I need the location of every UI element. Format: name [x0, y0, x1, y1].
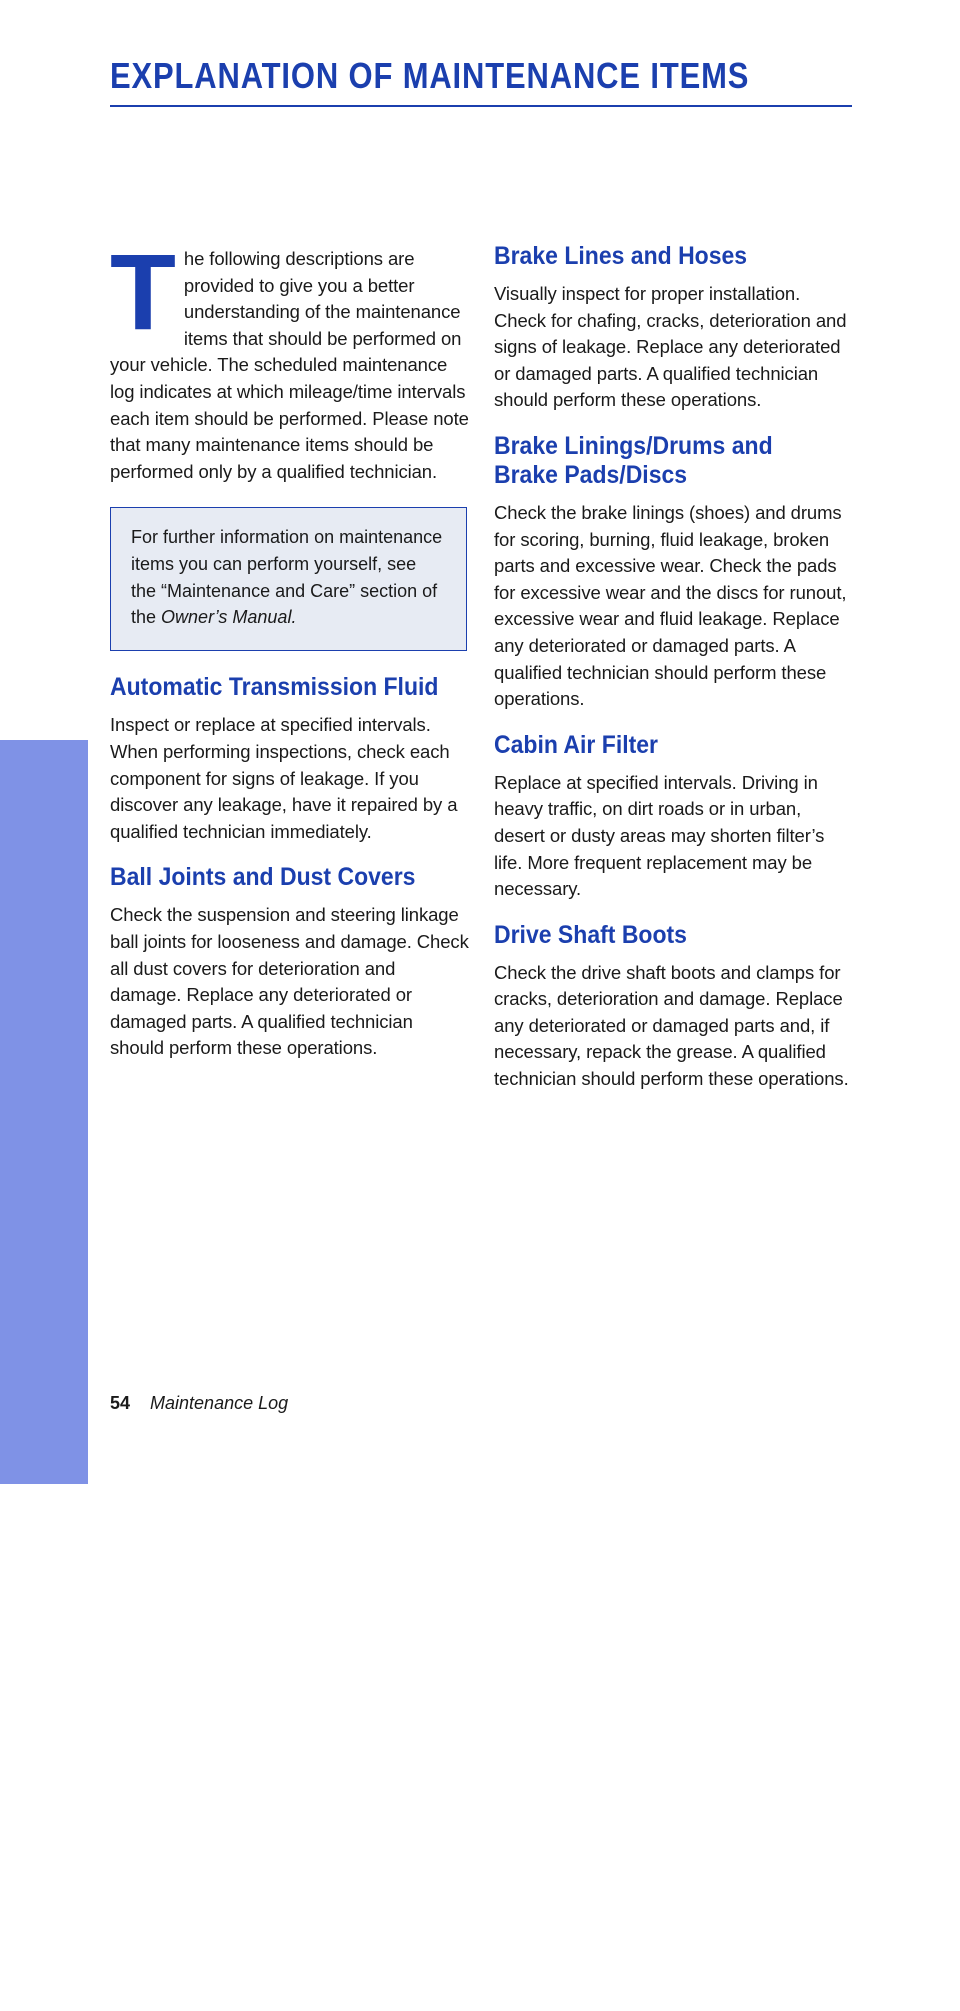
- section-body: Check the brake linings (shoes) and drums for scoring, burning, fluid leakage, broken parts and excessive wear. Check the pads for excessive wear and the discs for runout, excessive wear and fluid leakage. Replace any deteriorated or damaged parts. A qualified technician should perform these operations.: [494, 501, 847, 710]
- section-title: Brake Lines and Hoses: [494, 242, 748, 270]
- info-callout: [110, 507, 467, 651]
- section-title: Cabin Air Filter: [494, 730, 659, 759]
- section-body: Inspect or replace at specified intervals. When performing inspections, check each component for signs of leakage. If you discover any leakage, have it repaired by a qualified technician immediately.: [110, 714, 458, 842]
- section-cabin-air-filter: [494, 731, 854, 903]
- page-title: EXPLANATION OF MAINTENANCE ITEMS: [110, 55, 750, 96]
- callout-manual-reference: Owner’s Manual.: [161, 607, 297, 628]
- section-title-line1: Brake Linings/Drums and: [494, 431, 773, 460]
- drop-cap: T: [110, 231, 176, 352]
- left-column: [110, 231, 470, 1080]
- intro-paragraph: [110, 231, 470, 485]
- section-body: Check the suspension and steering linkage ball joints for looseness and damage. Check all dust covers for deterioration and damage. Replace any deteriorated or damaged parts. A qualified technician should perform these operations.: [110, 904, 469, 1059]
- section-body: Replace at specified intervals. Driving in heavy traffic, on dirt roads or in urban, desert or dusty areas may shorten filter’s life. More frequent replacement may be necessary.: [494, 771, 825, 900]
- section-ball-joints: [110, 863, 470, 1062]
- section-brake-linings: [494, 432, 854, 713]
- right-column: [494, 242, 854, 1111]
- section-title: Automatic Transmission Fluid: [110, 673, 439, 702]
- page-footer: [110, 1393, 288, 1414]
- section-title: Ball Joints and Dust Covers: [110, 863, 416, 892]
- footer-title: Maintenance Log: [150, 1393, 289, 1413]
- callout-text: For further information on maintenance items you can perform yourself, see the “Maintenance and Care” section of the: [131, 527, 443, 628]
- intro-text: he following descriptions are provided to give you a better understanding of the maintenance items that should be performed on your vehicle. The scheduled maintenance log indicates at which mileage/time intervals each item should be performed. Please note that many maintenance items should be performed only by a qualified technician.: [110, 248, 469, 482]
- section-drive-shaft-boots: [494, 921, 854, 1093]
- section-brake-lines: [494, 242, 854, 414]
- page-number: 54: [110, 1393, 131, 1413]
- section-title: Drive Shaft Boots: [494, 920, 687, 949]
- section-automatic-transmission-fluid: [110, 673, 470, 845]
- side-tab-label: MAINTENANCE: [23, 1689, 64, 2011]
- section-title-line2: Brake Pads/Discs: [494, 460, 688, 489]
- header-divider: [110, 105, 852, 107]
- section-body: Check the drive shaft boots and clamps for cracks, deterioration and damage. Replace any deteriorated or damaged parts and, if necessary, repack the grease. A qualified technician should perform these operations.: [494, 961, 849, 1090]
- section-body: Visually inspect for proper installation. Check for chafing, cracks, deterioration and signs of leakage. Replace any deteriorated or damaged parts. A qualified technician should perform these operations.: [494, 283, 847, 411]
- side-tab: [0, 740, 88, 2011]
